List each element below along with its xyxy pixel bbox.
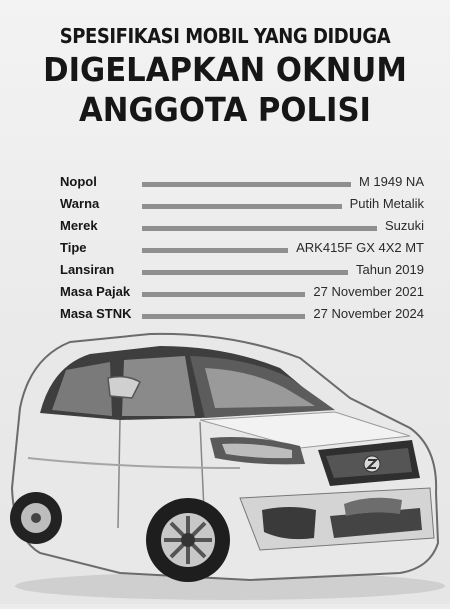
spec-label: Lansiran: [60, 261, 115, 277]
spec-label: Masa STNK: [60, 305, 132, 321]
spec-value: 27 November 2024: [313, 305, 424, 321]
spec-value: M 1949 NA: [358, 173, 424, 189]
headline-line-2: DIGELAPKAN OKNUM: [43, 50, 407, 89]
spec-value: Suzuki: [384, 217, 424, 233]
spec-label: Warna: [60, 195, 100, 211]
spec-value: Tahun 2019: [356, 261, 424, 277]
spec-row-masa-pajak: [60, 280, 424, 302]
headline-line-3: ANGGOTA POLISI: [79, 90, 371, 129]
spec-label: Merek: [60, 217, 98, 233]
spec-row-nopol: [60, 170, 424, 192]
spec-row-merek: [60, 214, 424, 236]
spec-row-warna: [60, 192, 424, 214]
spec-row-tipe: [60, 236, 424, 258]
spec-value: ARK415F GX 4X2 MT: [296, 239, 424, 255]
car-illustration: [0, 318, 450, 604]
leader-line: [142, 204, 342, 209]
leader-line: [142, 292, 305, 297]
headline-line-1: SPESIFIKASI MOBIL YANG DIDUGA: [59, 24, 391, 48]
spec-label: Masa Pajak: [60, 283, 131, 299]
spec-row-lansiran: [60, 258, 424, 280]
spec-label: Tipe: [60, 239, 87, 255]
spec-label: Nopol: [60, 173, 97, 189]
leader-line: [142, 270, 348, 275]
leader-line: [142, 226, 377, 231]
spec-value: Putih Metalik: [349, 195, 424, 211]
spec-list: [60, 170, 424, 324]
leader-line: [142, 182, 351, 187]
car-image: [0, 318, 450, 604]
leader-line: [142, 248, 288, 253]
spec-value: 27 November 2021: [313, 283, 424, 299]
headline: [0, 24, 450, 130]
